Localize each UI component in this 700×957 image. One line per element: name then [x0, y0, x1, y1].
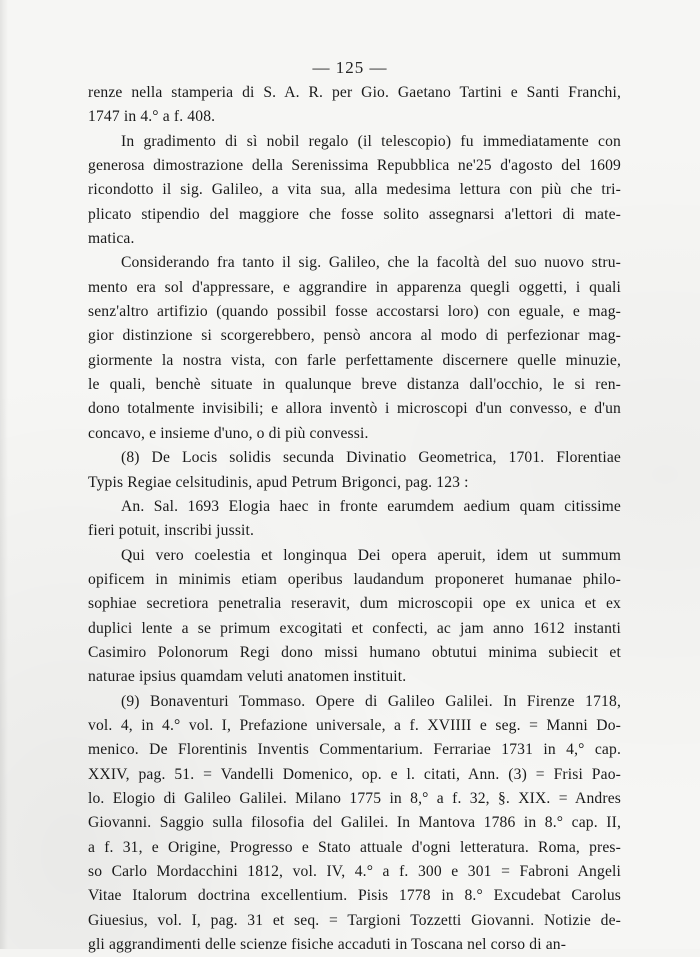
- text-line: (8) De Locis solidis secunda Divinatio Geometrica, 1701. Florentiae: [121, 449, 621, 467]
- text-line: Typis Regiae celsitudinis, apud Petrum Brigonci, pag. 123 :: [88, 473, 469, 491]
- paragraph-telescope-gift: [88, 130, 621, 252]
- text-line: menico. De Florentinis Inventis Commentarium. Ferrariae 1731 in 4,° cap.: [88, 741, 621, 759]
- text-line: gli aggrandimenti delle scienze fisiche accaduti in Toscana nel corso di an-: [88, 936, 567, 954]
- text-line: renze nella stamperia di S. A. R. per Gio. Gaetano Tartini e Santi Franchi,: [88, 84, 621, 101]
- text-line: senz'altro artifizio (quando possibil fosse accostarsi loro) con eguale, e mag-: [88, 303, 621, 321]
- page-number: — 125 —: [312, 58, 388, 77]
- text-line: Qui vero coelestia et longinqua Dei opera aperuit, idem ut summum: [121, 546, 621, 564]
- text-line: Vitae Italorum doctrina excellentium. Pisis 1778 in 8.° Excudebat Carolus: [88, 887, 621, 905]
- paragraph-microscope-invention: [88, 251, 621, 446]
- footnote-9: [88, 690, 621, 957]
- text-line: generosa dimostrazione della Serenissima Repubblica ne'25 d'agosto del 1609: [88, 157, 621, 175]
- text-line: sophiae secretiora penetralia reseravit, dum microscopii ope ex unica et ex: [88, 595, 621, 613]
- text-line: opificem in minimis etiam operibus laudandum proponeret humanae philo-: [88, 570, 621, 588]
- text-line: naturae ipsius quamdam veluti anatomen instituit.: [88, 668, 407, 686]
- text-line: concavo, e insieme d'uno, o di più convessi.: [88, 424, 369, 442]
- page-gutter-shadow: [0, 0, 8, 949]
- text-line: Giuesius, vol. I, pag. 31 et seq. = Targioni Tozzetti Giovanni. Notizie de-: [88, 911, 621, 929]
- text-line: 1747 in 4.° a f. 408.: [88, 108, 216, 126]
- text-line: plicato stipendio del maggiore che fosse solito assegnarsi a'lettori di mate-: [88, 205, 621, 223]
- text-line: vol. 4, in 4.° vol. I, Prefazione universale, a f. XVIIII e seg. = Manni Do-: [88, 716, 621, 734]
- text-line: fieri potuit, inscribi jussit.: [88, 522, 255, 540]
- paragraph-latin-inscription: [88, 544, 621, 690]
- text-line: le quali, benchè situate in qualunque breve distanza dall'occhio, le si ren-: [88, 376, 621, 394]
- text-line: In gradimento di sì nobil regalo (il telescopio) fu immediatamente con: [121, 132, 621, 150]
- text-line: (9) Bonaventuri Tommaso. Opere di Galileo Galilei. In Firenze 1718,: [121, 692, 621, 710]
- text-line: so Carlo Mordacchini 1812, vol. IV, 4.° a f. 300 e 301 = Fabroni Angeli: [88, 863, 621, 880]
- text-line: matica.: [88, 230, 135, 248]
- text-line: XXIV, pag. 51. = Vandelli Domenico, op. e l. citati, Ann. (3) = Frisi Pao-: [88, 765, 621, 783]
- paragraph-elogia: [88, 495, 621, 544]
- text-line: dono totalmente invisibili; e allora inventò i microscopi d'un convesso, e d'un: [88, 400, 621, 418]
- text-line: Considerando fra tanto il sig. Galileo, che la facoltà del suo nuovo stru-: [121, 254, 621, 272]
- text-line: a f. 31, e Origine, Progresso e Stato attuale d'ogni letteratura. Roma, pres-: [88, 838, 621, 856]
- text-line: duplici lente a se primum excogitati et confecti, ac jam anno 1612 instanti: [88, 619, 621, 637]
- text-line: ricondotto il sig. Galileo, a vita sua, alla medesima lettura con più che tri-: [88, 181, 621, 199]
- footnote-8: [88, 446, 621, 495]
- body-text: [88, 81, 621, 957]
- text-line: mento era sol d'appressare, e aggrandire in apparenza quegli oggetti, i quali: [88, 278, 621, 296]
- text-line: lo. Elogio di Galileo Galilei. Milano 1775 in 8,° a f. 32, §. XIX. = Andres: [88, 789, 621, 807]
- text-line: giormente la nostra vista, con farle perfettamente discernere quelle minuzie,: [88, 351, 621, 369]
- text-line: Giovanni. Saggio sulla filosofia del Galilei. In Mantova 1786 in 8.° cap. II,: [88, 814, 621, 832]
- paragraph-continuation-bibliographic: [88, 81, 621, 130]
- text-line: An. Sal. 1693 Elogia haec in fronte earumdem aedium quam citissime: [121, 497, 621, 515]
- text-line: gior distinzione si scorgerebbero, pensò ancora al modo di perfezionar mag-: [88, 327, 621, 345]
- text-line: Casimiro Polonorum Regi dono missi humano obtutui minima subiecit et: [88, 643, 621, 661]
